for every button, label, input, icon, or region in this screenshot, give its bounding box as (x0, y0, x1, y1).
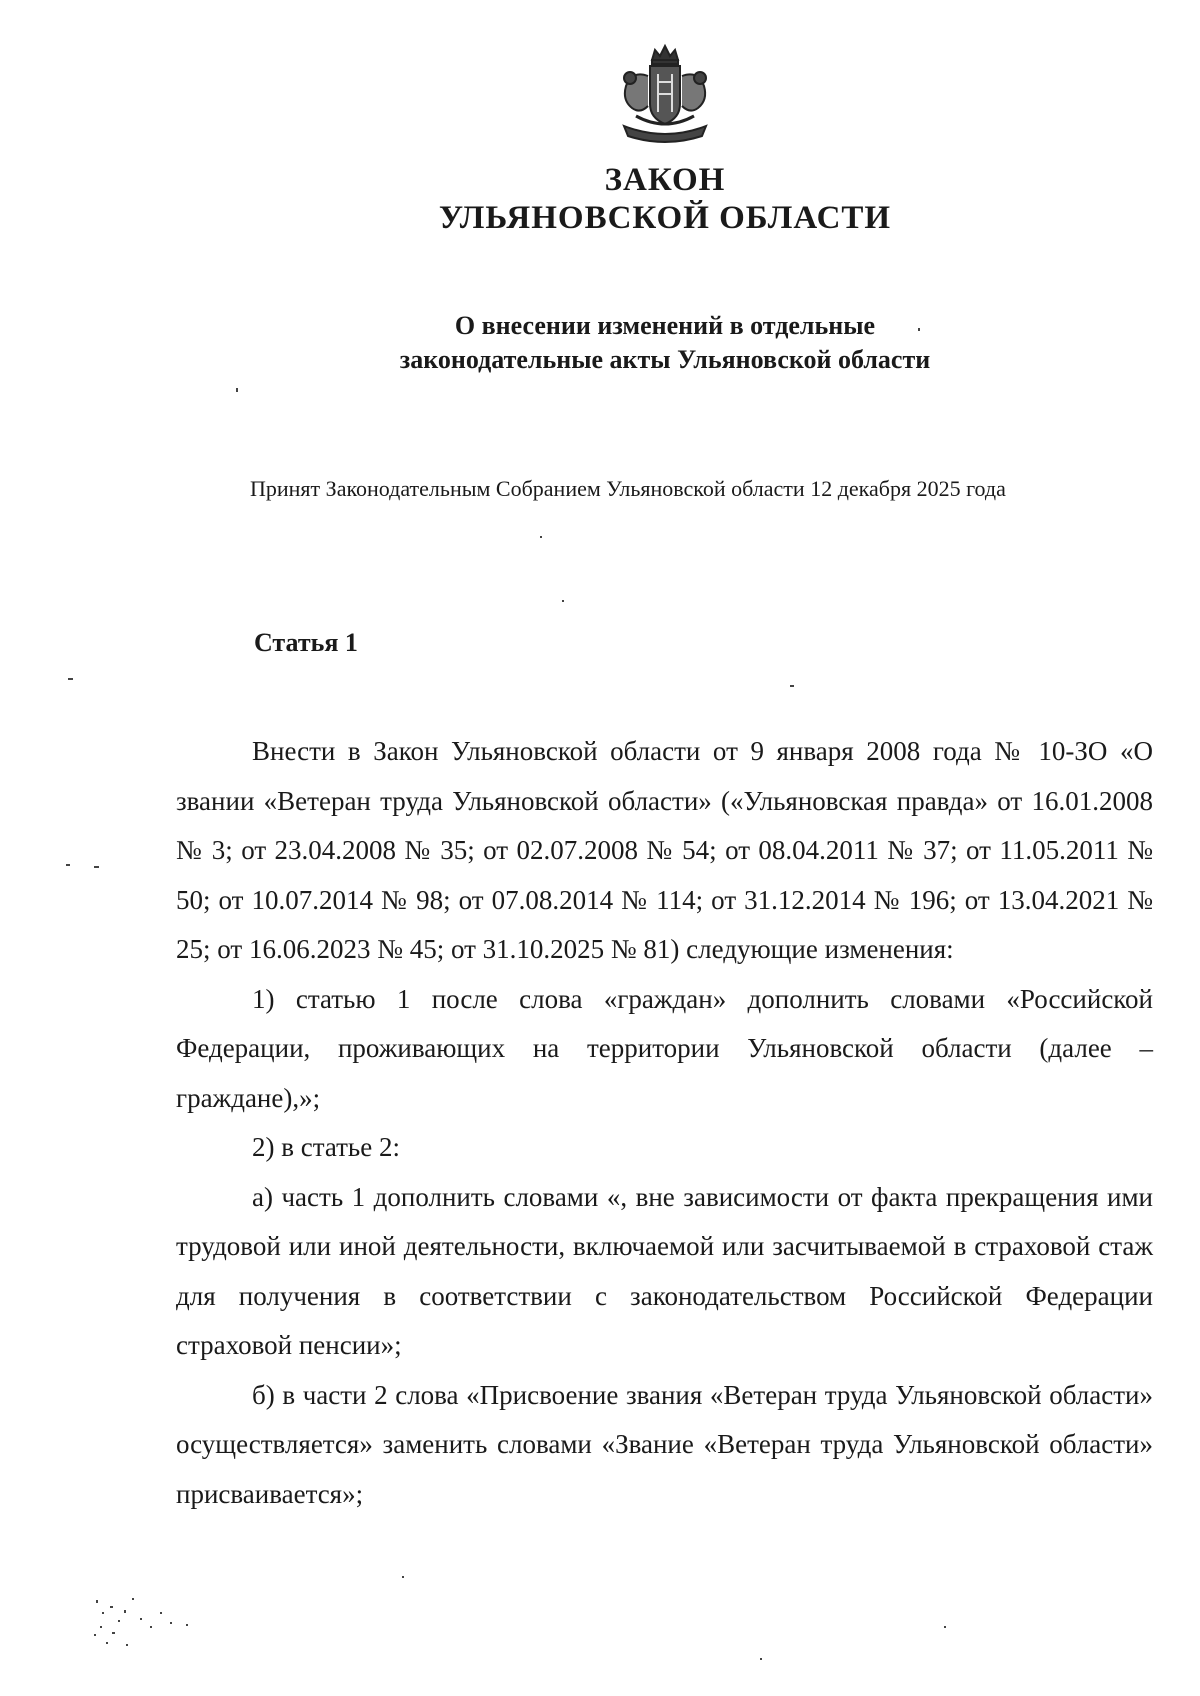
region-title: УЛЬЯНОВСКОЙ ОБЛАСТИ (438, 200, 892, 236)
paragraph-item-2a: а) часть 1 дополнить словами «, вне зависимости от факта прекращения ими трудовой или иной деятельности, включаемой или засчитываемой в страховой стаж для получения в соответствии с законодательством Российской Федерации страховой пенсии»; (176, 1181, 1153, 1360)
article-heading: Статья 1 (254, 628, 358, 657)
law-title: ЗАКОН (604, 162, 726, 198)
paragraph-item-2: 2) в статье 2: (252, 1132, 400, 1162)
paragraph-item-2b: б) в части 2 слова «Присвоение звания «Ветеран труда Ульяновской области» осуществляется» заменить словами «Звание «Ветеран труда Ульяновской области» присваивается»; (176, 1379, 1153, 1509)
coat-of-arms-icon (610, 42, 720, 148)
law-subject-line-1: О внесении изменений в отдельные (454, 311, 876, 340)
adoption-note: Принят Законодательным Собранием Ульяновской области 12 декабря 2025 года (250, 476, 1006, 501)
paragraph-item-1: 1) статью 1 после слова «граждан» дополнить словами «Российской Федерации, проживающих на территории Ульяновской области (далее – граждане),»; (176, 983, 1153, 1113)
paragraph-intro: Внести в Закон Ульяновской области от 9 января 2008 года № 10-ЗО «О звании «Ветеран труда Ульяновской области» («Ульяновская правда» от 16.01.2008 № 3; от 23.04.2008 № 35; от 02.07.2008 № 54; от 08.04.2011 № 37; от 11.05.2011 № 50; от 10.07.2014 № 98; от 07.08.2014 № 114; от 31.12.2014 № 196; от 13.04.2021 № 25; от 16.06.2023 № 45; от 31.10.2025 № 81) следующие изменения: (176, 736, 1153, 964)
article-body (176, 727, 1153, 1519)
law-subject-line-2: законодательные акты Ульяновской области (399, 345, 931, 374)
